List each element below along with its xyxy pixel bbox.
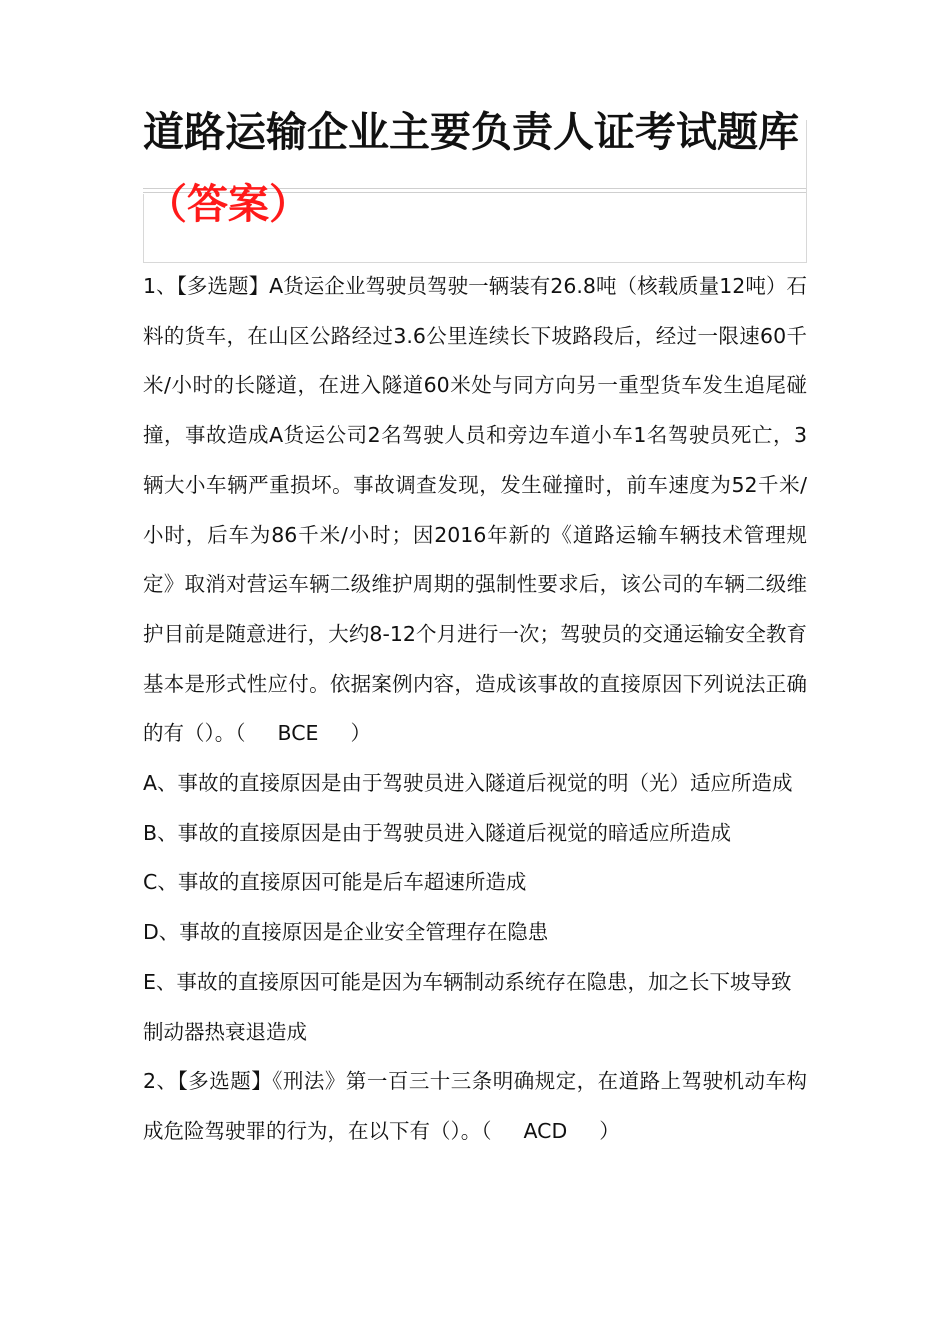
question-stem: 《刑法》第一百三十三条明确规定，在道路上驾驶机动车构成危险驾驶罪的行为，在以下有（）。: [143, 1069, 808, 1143]
option-c: C、事故的直接原因可能是后车超速所造成: [143, 870, 527, 895]
title-frame-edge: [806, 120, 807, 262]
question-2: [143, 1057, 807, 1156]
document-subtitle: （答案）: [146, 180, 310, 228]
question-answer: ACD: [523, 1118, 568, 1143]
answer-paren-open: （: [481, 1118, 492, 1143]
title-frame-edge: [143, 194, 144, 262]
answer-paren-close: ）: [350, 721, 371, 746]
document-title: 道路运输企业主要负责人证考试题库: [143, 108, 799, 156]
option-d: D、事故的直接原因是企业安全管理存在隐患: [143, 920, 549, 945]
option-e: E、事故的直接原因可能是因为车辆制动系统存在隐患，加之长下坡导致制动器热衰退造成: [143, 969, 792, 1044]
question-type: 【多选题】: [177, 1069, 273, 1094]
question-1: [143, 262, 807, 759]
answer-paren-open: （: [235, 721, 246, 746]
option-a: A、事故的直接原因是由于驾驶员进入隧道后视觉的明（光）适应所造成: [143, 771, 793, 796]
answer-paren-close: ）: [599, 1118, 620, 1143]
question-answer: BCE: [277, 721, 319, 746]
question-number: 2、: [143, 1069, 178, 1094]
question-type: 【多选题】: [176, 274, 270, 298]
question-list: [143, 262, 807, 1157]
question-number: 1、: [143, 274, 177, 298]
option-b: B、事故的直接原因是由于驾驶员进入隧道后视觉的暗适应所造成: [143, 820, 732, 845]
question-stem: A货运企业驾驶员驾驶一辆装有26.8吨（核载质量12吨）石料的货车，在山区公路经过3.6公里连续长下坡路段后，经过一限速60千米/小时的长隧道，在进入隧道60米处与同方向另一重型货车发生追尾碰撞，事故造成A货运公司2名驾驶人员和旁边车道小车1名驾驶员死亡，3辆大小车辆严重损坏。事故调查发现，发生碰撞时，前车速度为52千米/小时，后车为86千米/小时；因2016年新的《道路运输车辆技术管理规定》取消对营运车辆二级维护周期的强制性要求后，该公司的车辆二级维护目前是随意进行，大约8-12个月进行一次；驾驶员的交通运输安全教育基本是形式性应付。依据案例内容，造成该事故的直接原因下列说法正确的有（）。: [143, 274, 807, 746]
